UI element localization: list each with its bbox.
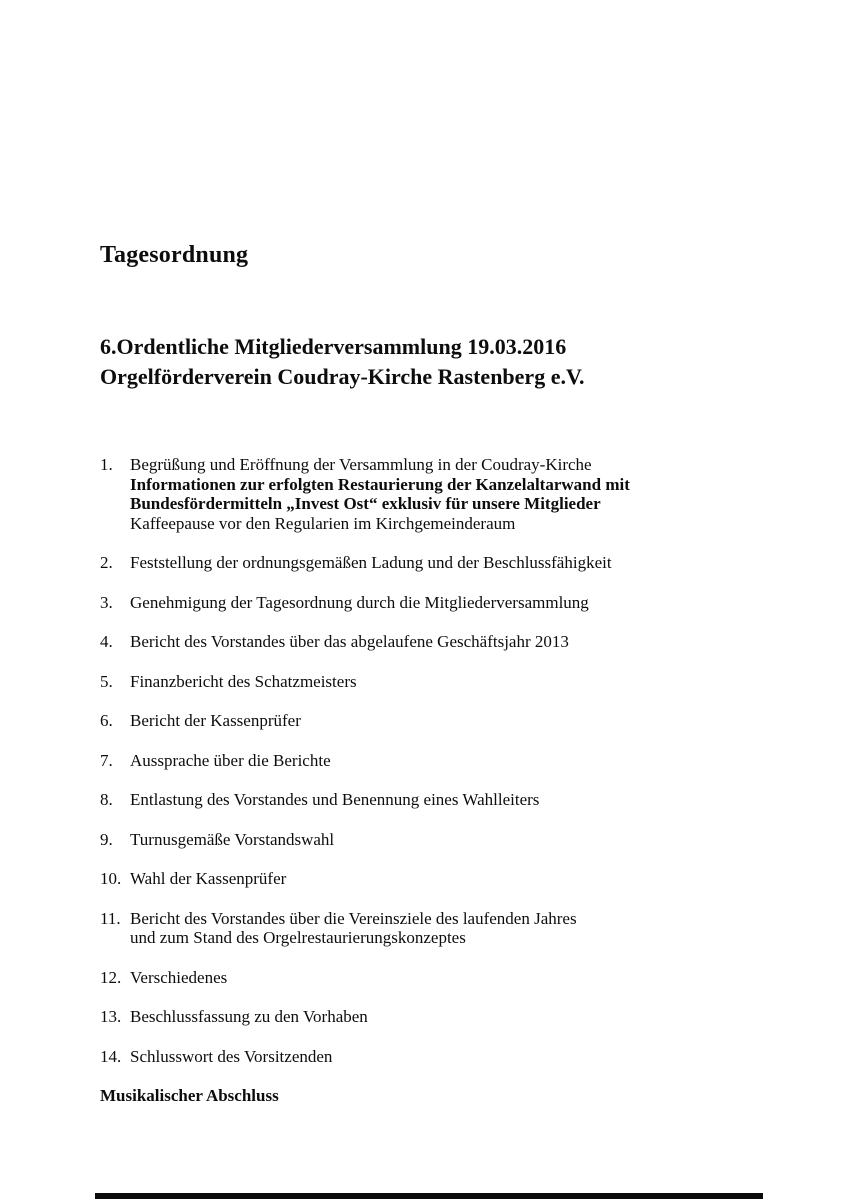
agenda-item-number: 10.: [100, 869, 122, 888]
agenda-item-number: 11.: [100, 908, 121, 928]
agenda-item-number: 8.: [100, 790, 113, 809]
agenda-line: Begrüßung und Eröffnung der Versammlung in der Coudray-Kirche: [130, 455, 592, 474]
agenda-line: Finanzbericht des Schatzmeisters: [130, 671, 357, 691]
agenda-item: [100, 455, 769, 533]
agenda-line: Wahl der Kassenprüfer: [130, 869, 287, 888]
agenda-line: Verschiedenes: [130, 967, 228, 987]
agenda-item: [100, 790, 769, 810]
agenda-line: Beschlussfassung zu den Vorhaben: [130, 1007, 368, 1026]
agenda-line: Genehmigung der Tagesordnung durch die Mitgliederversammlung: [130, 592, 589, 612]
agenda-line: Feststellung der ordnungsgemäßen Ladung und der Beschlussfähigkeit: [130, 553, 612, 572]
agenda-line: Bericht der Kassenprüfer: [130, 711, 301, 730]
meeting-title-line2: Orgelförderverein Coudray-Kirche Rastenberg e.V.: [100, 364, 585, 389]
scan-edge-bar: [95, 1193, 763, 1199]
agenda-line: Schlusswort des Vorsitzenden: [130, 1046, 333, 1066]
agenda-item-text: [130, 869, 769, 889]
agenda-item-number: 1.: [100, 455, 113, 474]
agenda-item-number: 6.: [100, 711, 113, 730]
agenda-item-number: 9.: [100, 829, 113, 849]
agenda-item-number: 3.: [100, 592, 113, 612]
agenda-item: [100, 869, 769, 889]
agenda-item-text: [130, 455, 769, 533]
agenda-item-text: [130, 672, 769, 692]
agenda-item-text: [130, 1007, 769, 1027]
agenda-item: [100, 672, 769, 692]
agenda-item-number: 7.: [100, 750, 113, 770]
agenda-line: Entlastung des Vorstandes und Benennung eines Wahlleiters: [130, 790, 540, 809]
agenda-item: [100, 711, 769, 731]
agenda-item-text: [130, 790, 769, 810]
agenda-item: [100, 553, 769, 573]
meeting-title: [100, 332, 769, 392]
agenda-line: Bericht des Vorstandes über die Vereinsziele des laufenden Jahres: [130, 908, 577, 928]
agenda-item-text: [130, 632, 769, 652]
agenda-item-text: [130, 909, 769, 948]
agenda-item: [100, 1007, 769, 1027]
agenda-item: [100, 830, 769, 850]
agenda-item-number: 12.: [100, 967, 122, 987]
agenda-item-text: [130, 711, 769, 731]
agenda-line: Kaffeepause vor den Regularien im Kirchgemeinderaum: [130, 513, 516, 533]
agenda-item-number: 4.: [100, 632, 113, 651]
agenda-item: [100, 1047, 769, 1067]
agenda-item-text: [130, 553, 769, 573]
agenda-item: [100, 593, 769, 613]
agenda-list: [100, 455, 769, 1066]
agenda-line: Bundesfördermitteln „Invest Ost“ exklusiv für unsere Mitglieder: [130, 494, 601, 513]
agenda-line: Informationen zur erfolgten Restaurierung der Kanzelaltarwand mit: [130, 474, 630, 494]
agenda-line: und zum Stand des Orgelrestaurierungskonzeptes: [130, 928, 466, 947]
agenda-line: Aussprache über die Berichte: [130, 750, 331, 770]
agenda-item-text: [130, 1047, 769, 1067]
agenda-item: [100, 968, 769, 988]
agenda-item: [100, 909, 769, 948]
agenda-item-text: [130, 968, 769, 988]
meeting-title-line1: 6.Ordentliche Mitgliederversammlung 19.03.2016: [100, 334, 567, 359]
page-title: Tagesordnung: [100, 242, 249, 268]
agenda-item: [100, 632, 769, 652]
closing-note: Musikalischer Abschluss: [100, 1086, 279, 1105]
agenda-line: Bericht des Vorstandes über das abgelaufene Geschäftsjahr 2013: [130, 632, 569, 651]
agenda-item-number: 5.: [100, 671, 113, 691]
agenda-line: Turnusgemäße Vorstandswahl: [130, 829, 335, 849]
agenda-item-text: [130, 830, 769, 850]
agenda-item-number: 14.: [100, 1046, 122, 1066]
agenda-item-number: 13.: [100, 1007, 122, 1026]
agenda-item-number: 2.: [100, 553, 113, 572]
agenda-item: [100, 751, 769, 771]
agenda-item-text: [130, 593, 769, 613]
agenda-item-text: [130, 751, 769, 771]
